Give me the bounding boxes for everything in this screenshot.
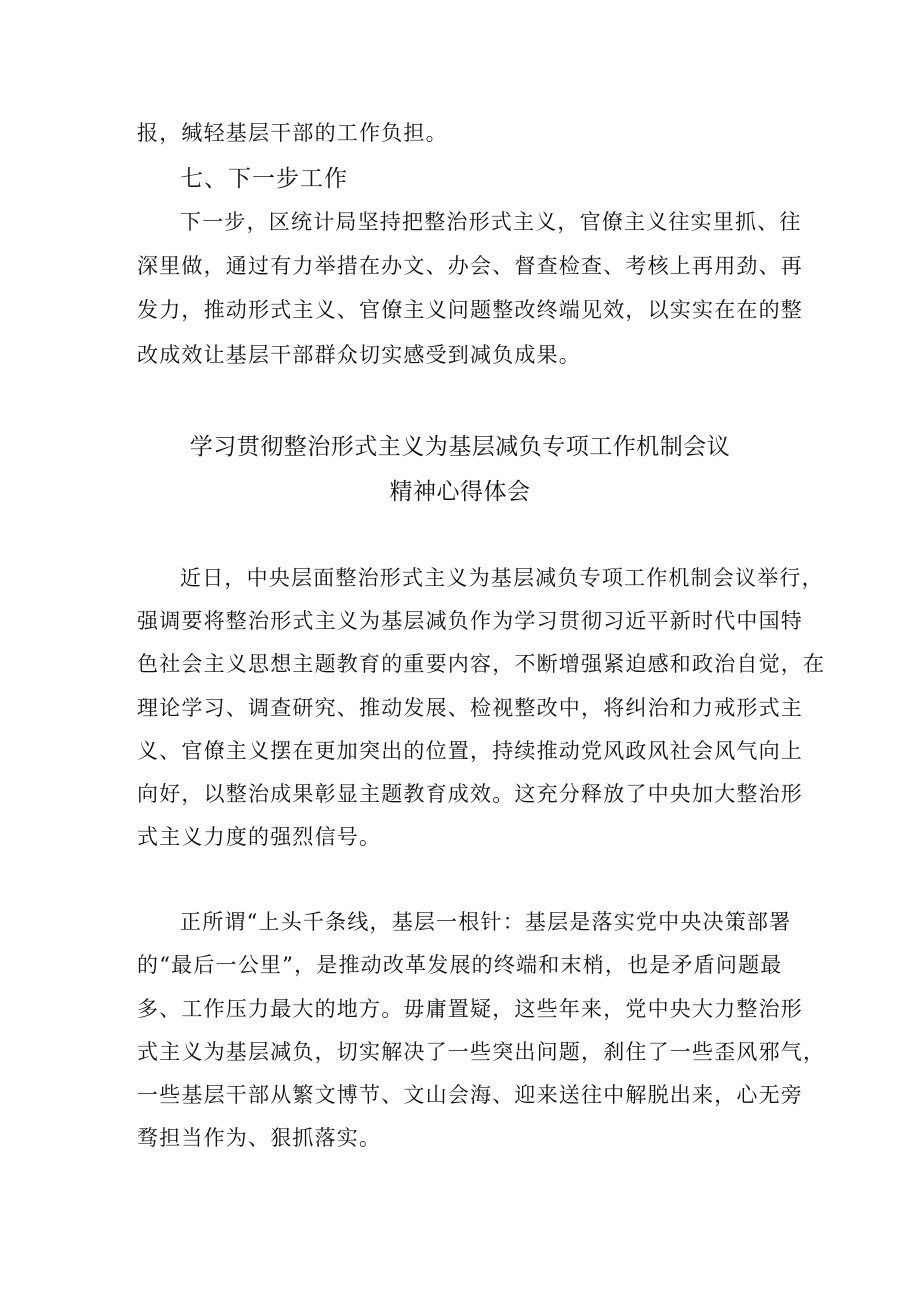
paragraph-line: 骛担当作为、狠抓落实。 [137, 1126, 382, 1150]
paragraph-line: 向好，以整治成果彰显主题教育成效。这充分释放了中央加大整治形 [137, 782, 803, 806]
paragraph-line: 强调要将整治形式主义为基层减负作为学习贯彻习近平新时代中国特 [137, 609, 803, 633]
article-title-line-2: 精神心得体会 [389, 479, 531, 505]
paragraph-line: 下一步，区统计局坚持把整治形式主义，官僚主义往实里抓、往 [180, 210, 802, 234]
paragraph-line: 理论学习、调查研究、推动发展、检视整改中，将纠治和力戒形式主 [137, 696, 803, 720]
paragraph-line: 改成效让基层干部群众切实感受到减负成果。 [137, 343, 581, 367]
article-title-line-1: 学习贯彻整治形式主义为基层减负专项工作机制会议 [189, 434, 731, 460]
section-heading: 七、下一步工作 [180, 166, 348, 192]
paragraph-line: 色社会主义思想主题教育的重要内容，不断增强紧迫感和政治自觉，在 [137, 652, 826, 676]
paragraph-line: 式主义为基层减负，切实解决了一些突出问题，刹住了一些歪风邪气， [137, 1040, 826, 1064]
intro-tail-line: 报，缄轻基层干部的工作负担。 [137, 121, 448, 145]
paragraph-line: 发力，推动形式主义、官僚主义问题整改终端见效，以实实在在的整 [137, 298, 803, 322]
paragraph-line: 正所谓“上头千条线，基层一根针：基层是落实党中央决策部署 [180, 910, 792, 934]
paragraph-line: 的“最后一公里”，是推动改革发展的终端和末梢，也是矛盾问题最 [137, 953, 783, 977]
paragraph-line: 多、工作压力最大的地方。毋庸置疑，这些年来，党中央大力整治形 [137, 997, 803, 1021]
paragraph-line: 一些基层干部从繁文博节、文山会海、迎来送往中解脱出来，心无旁 [137, 1083, 803, 1107]
paragraph-line: 深里做，通过有力举措在办文、办会、督查检查、考核上再用劲、再 [137, 254, 803, 278]
paragraph-line: 义、官僚主义摆在更加突出的位置，持续推动党风政风社会风气向上 [137, 739, 803, 763]
paragraph-line: 近日，中央层面整治形式主义为基层减负专项工作机制会议举行， [180, 566, 824, 590]
paragraph-line: 式主义力度的强烈信号。 [137, 825, 382, 849]
